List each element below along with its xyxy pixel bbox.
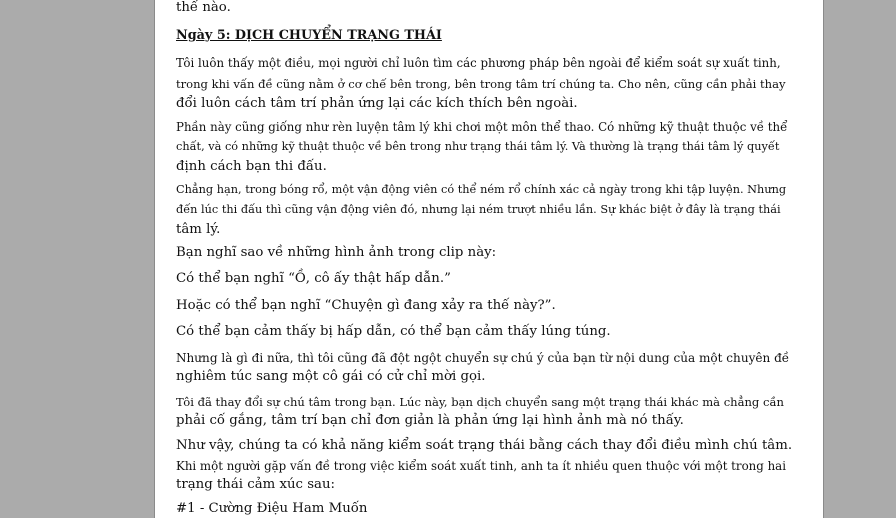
text-line: đến lúc thi đấu thì cũng vận động viên đó, nhưng lại ném trượt nhiều lần. Sự khác biệt ở đây là trạng thái	[176, 203, 781, 216]
text-line: trạng thái cảm xúc sau:	[176, 477, 335, 492]
text-line: Có thể bạn nghĩ “Ồ, cô ấy thật hấp dẫn.”	[176, 271, 451, 286]
text-line: Bạn nghĩ sao về những hình ảnh trong clip này:	[176, 245, 497, 260]
text-line: #1 - Cường Điệu Ham Muốn	[176, 501, 368, 516]
text-line: phải cố gắng, tâm trí bạn chỉ đơn giản là phản ứng lại hình ảnh mà nó thấy.	[176, 413, 684, 428]
section-heading: Ngày 5: DỊCH CHUYỂN TRẠNG THÁI	[176, 28, 442, 43]
text-line: định cách bạn thi đấu.	[176, 159, 327, 174]
text-line: Khi một người gặp vấn đề trong việc kiểm soát xuất tinh, anh ta ít nhiều quen thuộc với một trong hai	[176, 459, 786, 473]
text-line: Có thể bạn cảm thấy bị hấp dẫn, có thể bạn cảm thấy lúng túng.	[176, 324, 611, 339]
text-line: Nhưng là gì đi nữa, thì tôi cũng đã đột ngột chuyển sự chú ý của bạn từ nội dung của một chuyên đề	[176, 351, 790, 365]
text-line: trong khi vấn đề cũng nằm ở cơ chế bên trong, bên trong tâm trí chúng ta. Cho nên, cũng cần phải thay	[176, 77, 786, 91]
text-line: nghiêm túc sang một cô gái có cử chỉ mời gọi.	[176, 369, 486, 384]
text-line: Phần này cũng giống như rèn luyện tâm lý khi chơi một môn thể thao. Có những kỹ thuật thuộc về thể	[176, 120, 788, 134]
text-line: tâm lý.	[176, 222, 221, 237]
text-line: Như vậy, chúng ta có khả năng kiểm soát trạng thái bằng cách thay đổi điều mình chú tâm.	[176, 438, 793, 453]
text-line: Hoặc có thể bạn nghĩ “Chuyện gì đang xảy ra thế này?”.	[176, 298, 556, 313]
text-line: đổi luôn cách tâm trí phản ứng lại các kích thích bên ngoài.	[176, 96, 578, 111]
document-page	[154, 0, 824, 518]
text-line: thế nào.	[176, 0, 231, 15]
text-line: Tôi luôn thấy một điều, mọi người chỉ luôn tìm các phương pháp bên ngoài để kiểm soát sự xuất tinh,	[176, 56, 781, 70]
text-line: chất, và có những kỹ thuật thuộc về bên trong như trạng thái tâm lý. Và thường là trạng thái tâm lý quyết	[176, 140, 780, 153]
text-line: Chẳng hạn, trong bóng rổ, một vận động viên có thể ném rổ chính xác cả ngày trong khi tập luyện. Nhưng	[176, 183, 787, 196]
text-line: Tôi đã thay đổi sự chú tâm trong bạn. Lúc này, bạn dịch chuyển sang một trạng thái khác mà chẳng cần	[176, 395, 784, 409]
